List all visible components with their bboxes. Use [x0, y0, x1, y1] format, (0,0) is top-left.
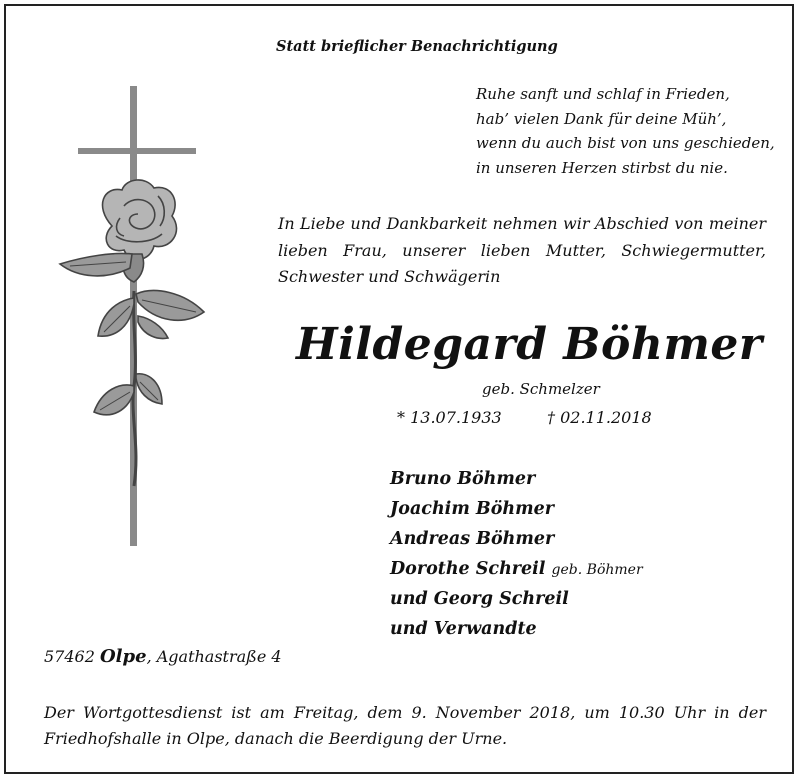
death-date: † 02.11.2018 [547, 408, 652, 427]
poem-line: wenn du auch bist von uns geschieden, [476, 134, 775, 152]
maiden-name: geb. Schmelzer [482, 380, 600, 398]
header-text: Statt brieflicher Benachrichtigung [276, 38, 558, 55]
service-line: Der Wortgottesdienst ist am Freitag, dem 9. November 2018, um 10.30 Uhr in der [44, 703, 766, 722]
cross-rose-emblem [54, 86, 224, 556]
birth-date: * 13.07.1933 [397, 408, 502, 427]
address [44, 646, 282, 667]
obituary-notice [4, 4, 794, 774]
family-list [390, 464, 643, 644]
family-member: und Georg Schreil [390, 589, 569, 609]
family-member: Dorothe Schreil geb. Böhmer [390, 559, 643, 579]
deceased-name: Hildegard Böhmer [296, 319, 763, 370]
family-member: Andreas Böhmer [390, 529, 555, 549]
intro-line: Schwester und Schwägerin [278, 267, 501, 286]
address-zip: 57462 [44, 647, 95, 666]
family-member: Joachim Böhmer [390, 499, 554, 519]
poem-line: in unseren Herzen stirbst du nie. [476, 158, 728, 177]
service-line: Friedhofshalle in Olpe, danach die Beerdigung der Urne. [44, 729, 508, 748]
address-city: Olpe [100, 646, 147, 667]
family-member-note: geb. Böhmer [551, 562, 643, 578]
poem [476, 82, 775, 180]
intro-paragraph [278, 211, 766, 291]
intro-line: In Liebe und Dankbarkeit nehmen wir Abschied von meiner [278, 214, 766, 233]
family-member: Bruno Böhmer [390, 469, 536, 489]
poem-line: Ruhe sanft und schlaf in Frieden, [476, 85, 730, 103]
address-street: , Agathastraße 4 [146, 647, 282, 666]
service-announcement [44, 700, 766, 752]
poem-line: hab’ vielen Dank für deine Müh’, [476, 109, 727, 128]
family-member: und Verwandte [390, 619, 537, 639]
intro-line: lieben Frau, unserer lieben Mutter, Schwiegermutter, [278, 240, 766, 260]
